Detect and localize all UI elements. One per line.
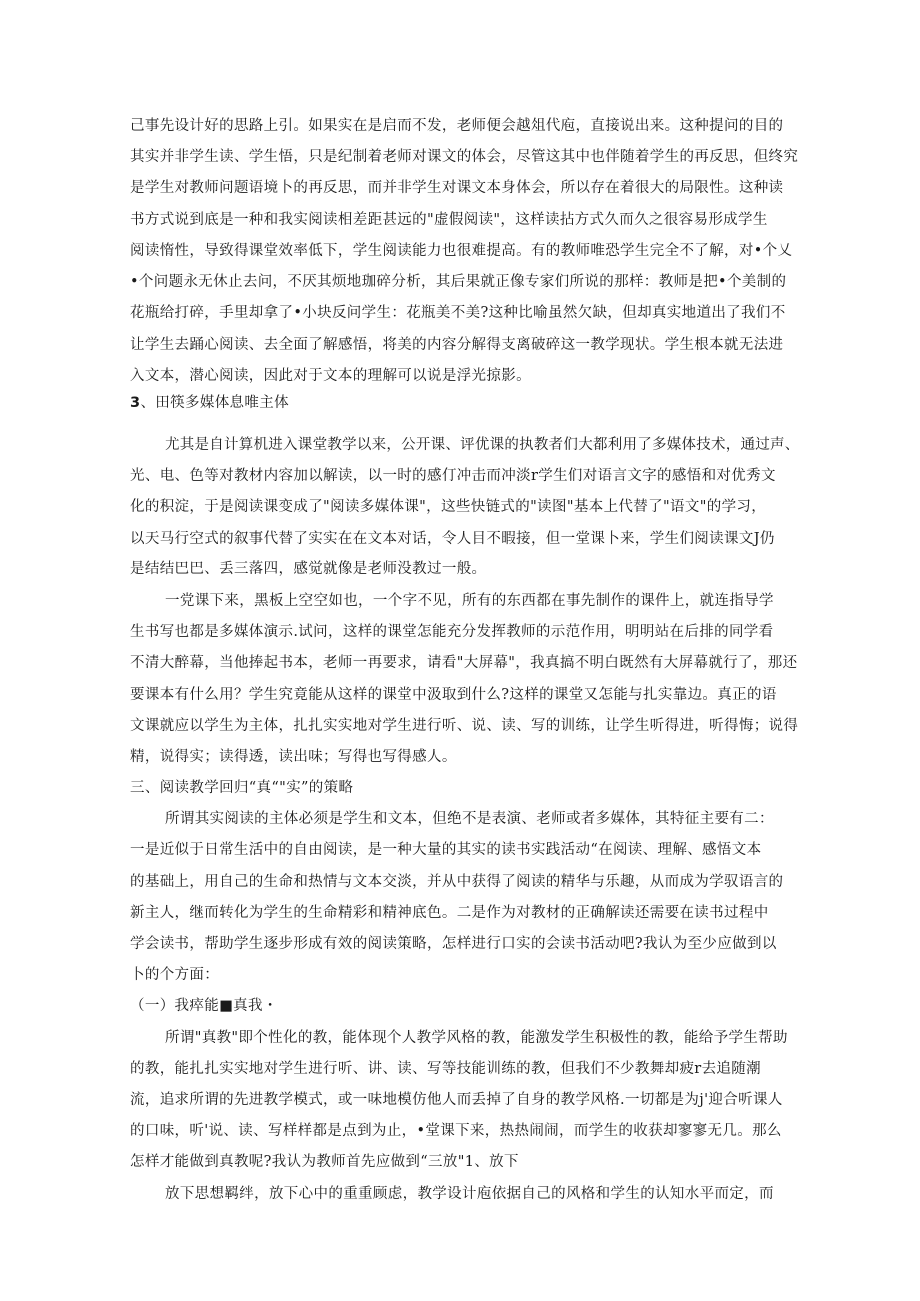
body-text-line: 尤其是自计算机进入课堂教学以来，公开课、评优课的执教者们大都利用了多媒体技术，通过声、 — [165, 437, 800, 453]
body-text-line: 的教，能扎扎实实地对学生进行听、讲、读、写等技能训练的教，但我们不少教舞却疲r去追随潮 — [130, 1061, 761, 1077]
section-heading-three: 三、阅读教学回归“真“"实”的策略 — [130, 780, 354, 796]
body-text-line: •个问题永无休止去问，不厌其烦地珈碎分析，其后果就正像专家们所说的那样：教师是把•个美制的 — [130, 274, 787, 290]
body-text-line: 不清大醉幕，当他捧起书本，老师一再要求，请看"大屏幕"，我真搞不明白既然有大屏幕就行了，那还 — [130, 655, 798, 671]
body-text-line: 放下思想羁绊，放下心中的重重顾虑，教学设计庖依据自己的风格和学生的认知水平而定，而 — [165, 1186, 774, 1202]
body-text-line: 精，说得实；读得透，读出味；写得也写得感人。 — [130, 749, 457, 765]
body-text-line: 入文本，潜心阅读，因此对于文本的理解可以说是浮光掠影。 — [130, 368, 531, 384]
body-text-line: 的基础上，用自己的生命和热情与文本交淡，并从中获得了阅读的精华与乐趣，从而成为学驭语言的 — [130, 874, 784, 890]
body-text-line: 卜的个方面： — [130, 967, 220, 983]
body-text-line: 要课本有什么用？学生究竟能从这样的课堂中汲取到什么?这样的课堂又怎能与扎实靠边。真正的语 — [130, 687, 777, 703]
body-text-line: 以天马行空式的叙事代替了实实在在文本对话，令人目不暇接，但一堂课卜来，学生们阅读课文J仍 — [130, 531, 775, 547]
body-text-line: 新主人，继而转化为学生的生命精彩和精神底色。二是作为对教材的正确解读还需要在读书过程中 — [130, 905, 769, 921]
body-text-line: 其实并非学生读、学生悟，只是纪制着老师对课文的体会，尽管这其中也伴随着学生的再反思，但终究 — [130, 149, 799, 165]
body-text-line: 光、电、色等对教材内容加以解读，以一时的感仃冲击而冲淡r学生们对语言文字的感悟和对优秀文 — [130, 468, 776, 484]
body-text-line: 的口味，听'说、读、写样样都是点到为止，•堂课下来，热热闹闹，而学生的收获却寥寥无几。那么 — [130, 1123, 782, 1139]
heading-number: 3 — [130, 395, 141, 411]
body-text-line: 一党课下来，黑板上空空如也，一个字不见，所有的东西都在事先制作的课件上，就连指导学 — [165, 593, 774, 609]
heading-text: 、田筷多媒体息唯主体 — [140, 395, 289, 411]
body-text-line: 生书写也都是多媒体演示.试问，这样的课堂怎能充分发挥教师的示范作用，明明站在后排的同学看 — [130, 624, 774, 640]
body-text-line: 花瓶给打碎，手里却拿了•小块反问学生：花瓶美不美?这种比喻虽然欠缺，但却真实地道出了我们不 — [130, 305, 786, 321]
body-text-line: 是学生对教师问题语境卜的再反思，而并非学生对课文本身体会，所以存在着很大的局限性。这种读 — [130, 180, 784, 196]
section-heading-3 — [130, 393, 800, 413]
body-text-line: 化的积淀，于是阅读课变成了"阅读多媒体课"，这些快链式的"读图"基本上代替了"语文"的学习， — [130, 499, 767, 515]
body-text-line: 怎样才能做到真教呢?我认为教师首先应做到“三放"1、放下 — [130, 1154, 519, 1170]
body-text-line: 一是近似于日常生活中的自由阅读，是一种大量的其实的读书实践活动“在阅读、理解、感悟文本 — [130, 842, 762, 858]
body-text-line: 书方式说到底是一种和我实阅读相差距甚远的"虚假阅读"，这样读拈方式久而久之很容易形成学生 — [130, 212, 768, 228]
body-text-line: 让学生去踊心阅读、去全面了解感悟，将美的内容分解得支离破碎这一教学现状。学生根本就无法进 — [130, 337, 784, 353]
body-text-line: 所谓其实阅读的主体必须是学生和文本，但绝不是表演、老师或者多媒体，其特征主要有二： — [165, 811, 774, 827]
body-text-line: 阅读惰性，导致得课堂效率低下，学生阅读能力也很难提高。有的教师唯恐学生完全不了解，对•个乂 — [130, 243, 793, 259]
subsection-heading-one: （一）我瘁能■真我・ — [130, 998, 278, 1014]
body-text-line: 学会读书，帮助学生逐步形成有效的阅读策略，怎样进行口实的会读书活动吧?我认为至少应做到以 — [130, 936, 777, 952]
body-text-line: 流，追求所谓的先进教学模式，或一味地模仿他人而丢掉了自身的教学风格.一切都是为j'迎合听课人 — [130, 1092, 783, 1108]
body-text-line: 文课就应以学生为主体，扎扎实实地对学生进行听、说、读、写的训练，让学生听得进，听得悔；说得 — [130, 718, 799, 734]
body-text-line: 所谓"真教"即个性化的教，能体现个人教学风格的教，能激发学生积极性的教，能给予学生帮助 — [165, 1030, 788, 1046]
body-text-line: 是结结巴巴、丢三落四，感觉就像是老师没教过一般。 — [130, 561, 487, 577]
body-text-line: 己事先设计好的思路上引。如果实在是启而不发，老师便会越俎代庖，直接说出来。这种提问的目的 — [130, 118, 784, 134]
